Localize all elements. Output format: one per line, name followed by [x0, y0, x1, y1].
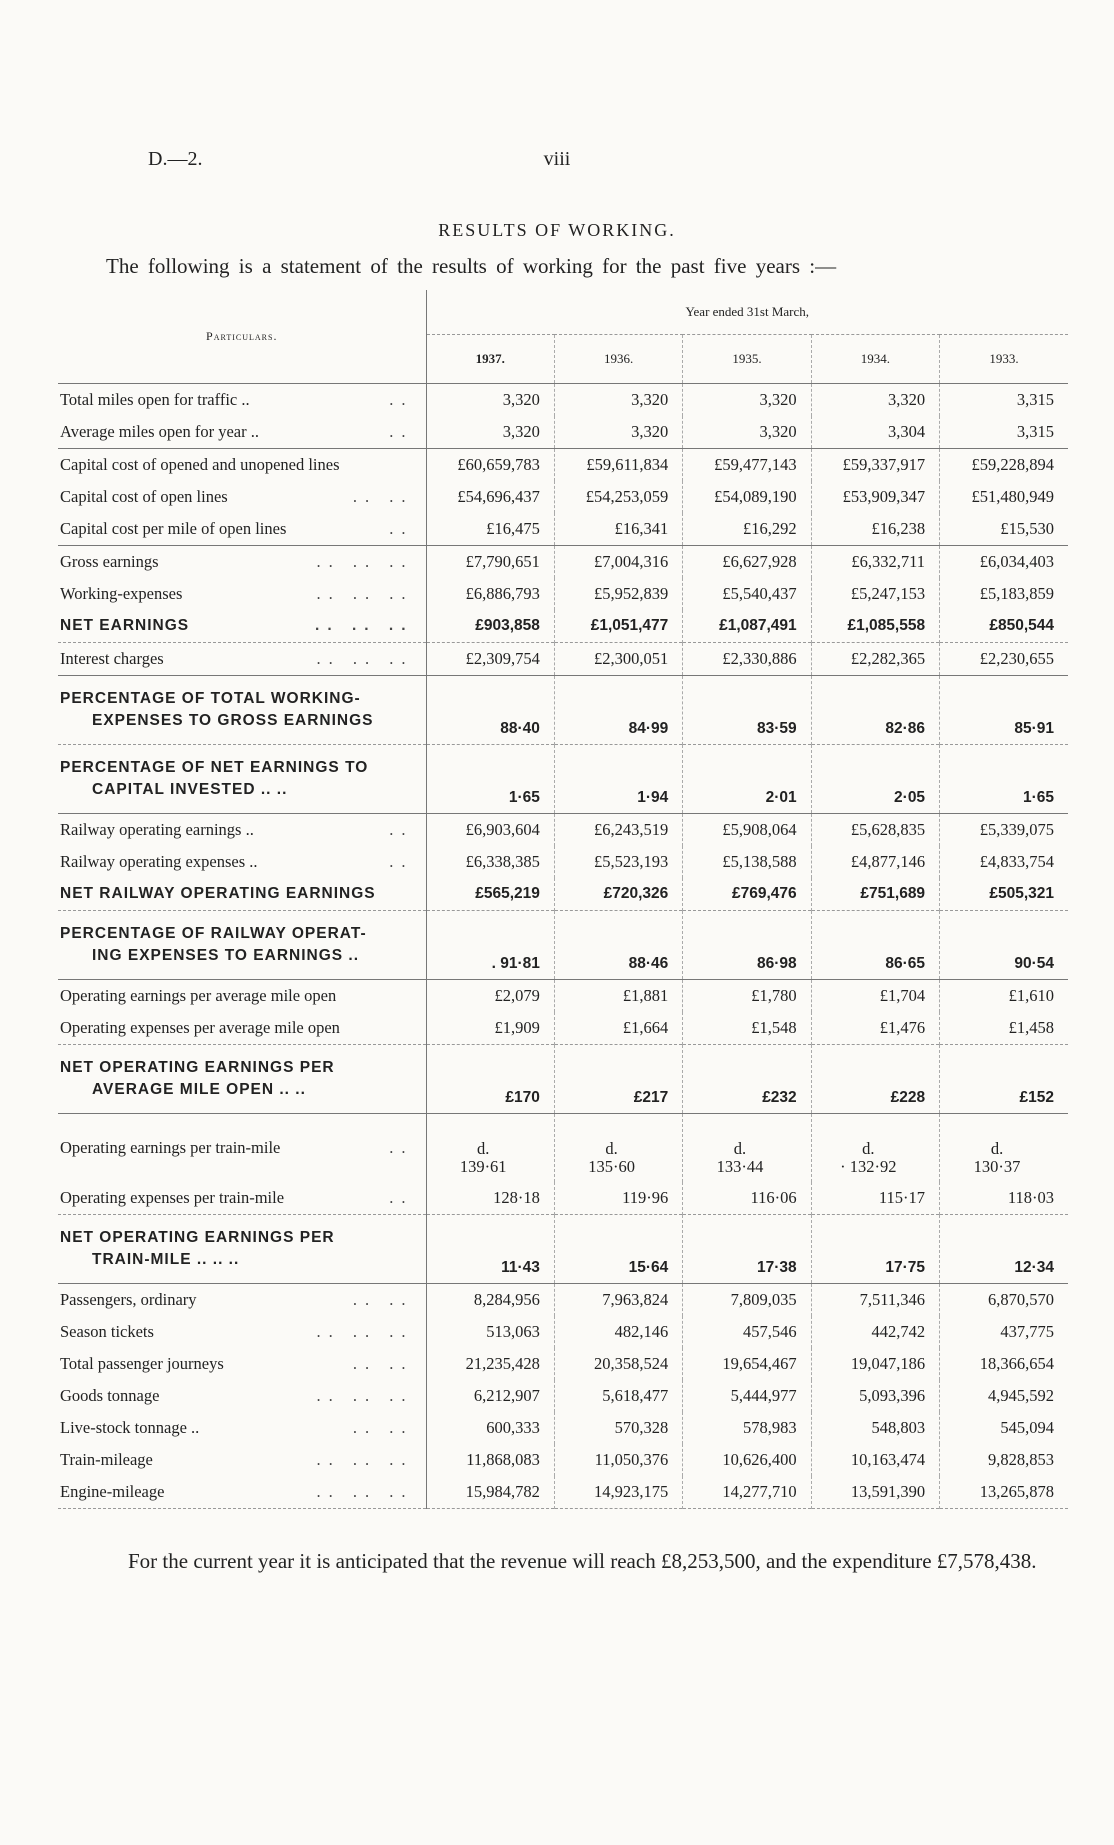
value-text: 133·44	[716, 1157, 764, 1176]
row-label	[58, 1348, 426, 1380]
cell-value: £5,628,835	[811, 814, 939, 847]
cell-value: 4,945,592	[988, 1386, 1054, 1405]
row-label-text: NET OPERATING EARNINGS PER	[60, 1229, 335, 1246]
year-header: 1936.	[554, 335, 682, 384]
table-row	[58, 1215, 1068, 1284]
cell-value: 442,742	[811, 1316, 939, 1348]
row-label-text: Operating earnings per average mile open	[60, 986, 337, 1005]
row-label-text: PERCENTAGE OF RAILWAY OPERAT-	[60, 925, 367, 942]
table-row	[58, 546, 1068, 579]
cell-value: £6,243,519	[554, 814, 682, 847]
cell-value: 578,983	[683, 1412, 811, 1444]
value-text: 135·60	[588, 1157, 635, 1176]
row-label	[58, 1412, 426, 1444]
cell-value	[940, 1114, 1068, 1183]
row-label	[58, 384, 426, 417]
row-label	[58, 416, 426, 449]
row-label-text: Live-stock tonnage ..	[60, 1418, 200, 1437]
cell-value: £16,475	[426, 513, 554, 546]
cell-value: 82·86	[811, 676, 939, 745]
cell-value: £720,326	[554, 878, 682, 911]
cell-value: 3,315	[1016, 422, 1054, 441]
cell-value: 90·54	[940, 911, 1068, 980]
cell-value: £217	[554, 1045, 682, 1114]
cell-value: £5,908,064	[683, 814, 811, 847]
row-label-text: PERCENTAGE OF NET EARNINGS TO	[60, 759, 369, 776]
cell-value: 13,591,390	[811, 1476, 939, 1509]
leader-dots: .. .. ..	[316, 1386, 414, 1405]
cell-value: £505,321	[989, 885, 1054, 902]
row-label-text: Engine-mileage	[60, 1482, 165, 1501]
document-reference: D.—2.	[148, 148, 203, 170]
cell-value: 3,320	[683, 384, 811, 417]
cell-value: £5,138,588	[683, 846, 811, 878]
row-label-text: PERCENTAGE OF TOTAL WORKING-	[60, 690, 361, 707]
cell-value: 3,320	[683, 416, 811, 449]
row-label-text: Capital cost per mile of open lines	[60, 519, 287, 538]
year-header: 1935.	[683, 335, 811, 384]
row-label	[58, 814, 426, 847]
cell-value: 12·34	[940, 1215, 1068, 1284]
intro-text: The following is a statement of the results of working for the past five years :—	[106, 254, 837, 278]
leader-dots: ..	[389, 390, 414, 409]
cell-value: 128·18	[426, 1182, 554, 1215]
cell-value: 1·65	[940, 745, 1068, 814]
cell-value: 88·40	[426, 676, 554, 745]
footer-text: For the current year it is anticipated that the revenue will reach £8,253,500, and the expenditure £7,578,438.	[128, 1549, 1037, 1573]
table-row	[58, 1284, 1068, 1317]
row-label	[58, 676, 426, 745]
cell-value: £903,858	[426, 610, 554, 643]
cell-value: 513,063	[426, 1316, 554, 1348]
cell-value: 10,163,474	[811, 1444, 939, 1476]
cell-value: £6,034,403	[940, 546, 1068, 579]
row-label-text: Operating expenses per average mile open	[60, 1018, 340, 1037]
table-row	[58, 1045, 1068, 1114]
cell-value: £2,282,365	[811, 643, 939, 676]
cell-value: £16,238	[811, 513, 939, 546]
cell-value: £232	[683, 1045, 811, 1114]
cell-value: 1·94	[554, 745, 682, 814]
row-label-continuation: ING EXPENSES TO EARNINGS ..	[92, 947, 360, 964]
table-row	[58, 481, 1068, 513]
leader-dots: .. .. ..	[316, 552, 414, 571]
row-label-text: Interest charges	[60, 649, 164, 668]
cell-value: 545,094	[1000, 1418, 1054, 1437]
table-row	[58, 980, 1068, 1013]
table-row	[58, 846, 1068, 878]
cell-value: £1,780	[683, 980, 811, 1013]
leader-dots: .. ..	[352, 1354, 414, 1373]
cell-value: 5,093,396	[811, 1380, 939, 1412]
cell-value: £152	[940, 1045, 1068, 1114]
cell-value: 19,654,467	[683, 1348, 811, 1380]
row-label	[58, 610, 426, 643]
year-header: 1937.	[426, 335, 554, 384]
cell-value: 119·96	[554, 1182, 682, 1215]
cell-value: £1,704	[811, 980, 939, 1013]
table-row	[58, 911, 1068, 980]
cell-value: 437,775	[1000, 1322, 1054, 1341]
row-label-text: Total miles open for traffic ..	[60, 390, 250, 409]
table-row	[58, 610, 1068, 643]
table-row	[58, 1380, 1068, 1412]
leader-dots: .. .. ..	[316, 1450, 414, 1469]
cell-value: £170	[426, 1045, 554, 1114]
leader-dots: .. .. ..	[316, 584, 414, 603]
table-row	[58, 1444, 1068, 1476]
row-label	[58, 878, 426, 911]
cell-value: £6,627,928	[683, 546, 811, 579]
cell-value: . 91·81	[426, 911, 554, 980]
cell-value: 84·99	[554, 676, 682, 745]
row-label	[58, 481, 426, 513]
row-label-text: Passengers, ordinary	[60, 1290, 197, 1309]
table-row	[58, 578, 1068, 610]
cell-value: 17·75	[811, 1215, 939, 1284]
cell-value: £850,544	[989, 617, 1054, 634]
cell-value: £1,085,558	[811, 610, 939, 643]
cell-value: 10,626,400	[683, 1444, 811, 1476]
row-label-text: Gross earnings	[60, 552, 159, 571]
row-label	[58, 578, 426, 610]
cell-value: £59,228,894	[940, 449, 1068, 482]
cell-value: 3,315	[1016, 390, 1054, 409]
year-header: 1934.	[811, 335, 939, 384]
cell-value: 1·65	[426, 745, 554, 814]
row-label	[58, 1012, 426, 1045]
row-label-text: Operating expenses per train-mile	[60, 1188, 285, 1207]
page-number: viii	[543, 148, 571, 170]
cell-value: £53,909,347	[811, 481, 939, 513]
cell-value	[683, 1114, 811, 1183]
cell-value: £5,523,193	[554, 846, 682, 878]
cell-value: £2,300,051	[554, 643, 682, 676]
row-label	[58, 1114, 426, 1183]
cell-value: 3,320	[554, 384, 682, 417]
cell-value: £1,909	[426, 1012, 554, 1045]
unit-label: d.	[733, 1139, 747, 1158]
table-row	[58, 1316, 1068, 1348]
cell-value: £5,183,859	[979, 584, 1054, 603]
cell-value: 3,320	[426, 384, 554, 417]
value-text: 139·61	[459, 1157, 507, 1176]
leader-dots: .. .. ..	[315, 617, 414, 634]
leader-dots: ..	[389, 1138, 414, 1157]
leader-dots: .. ..	[352, 487, 414, 506]
leader-dots: ..	[389, 422, 414, 441]
cell-value: £565,219	[426, 878, 554, 911]
cell-value: £16,292	[683, 513, 811, 546]
cell-value: 2·01	[683, 745, 811, 814]
section-title: RESULTS OF WORKING.	[438, 220, 676, 240]
value-text: · 132·92	[840, 1157, 897, 1176]
row-label-text: Train-mileage	[60, 1450, 153, 1469]
table-row	[58, 745, 1068, 814]
cell-value: £4,833,754	[979, 852, 1054, 871]
row-label-text: Railway operating earnings ..	[60, 820, 254, 839]
cell-value: 6,870,570	[940, 1284, 1068, 1317]
row-label-text: NET EARNINGS	[60, 617, 190, 634]
cell-value: 482,146	[554, 1316, 682, 1348]
row-label	[58, 1284, 426, 1317]
leader-dots: .. .. ..	[316, 649, 414, 668]
row-label-text: Operating earnings per train-mile	[60, 1138, 281, 1157]
leader-dots: .. ..	[352, 1290, 414, 1309]
cell-value: £59,611,834	[554, 449, 682, 482]
row-label	[58, 546, 426, 579]
cell-value: £54,696,437	[426, 481, 554, 513]
year-header: 1933.	[940, 335, 1068, 384]
table-row	[58, 643, 1068, 676]
row-label-continuation: TRAIN-MILE .. .. ..	[92, 1251, 240, 1268]
cell-value: £2,330,886	[683, 643, 811, 676]
row-label	[58, 846, 426, 878]
unit-label: d.	[477, 1139, 490, 1158]
table-body	[58, 384, 1068, 1510]
cell-value: £6,903,604	[426, 814, 554, 847]
results-table-container	[58, 290, 1068, 1509]
cell-value	[554, 1114, 682, 1183]
cell-value: 9,828,853	[988, 1450, 1054, 1469]
cell-value: 21,235,428	[426, 1348, 554, 1380]
cell-value: £5,540,437	[683, 578, 811, 610]
cell-value: 3,320	[811, 384, 939, 417]
cell-value: 13,265,878	[979, 1482, 1054, 1501]
cell-value: 457,546	[683, 1316, 811, 1348]
cell-value: £6,338,385	[426, 846, 554, 878]
cell-value: 11·43	[426, 1215, 554, 1284]
table-row	[58, 676, 1068, 745]
table-row	[58, 384, 1068, 417]
row-label-continuation: EXPENSES TO GROSS EARNINGS	[92, 712, 374, 729]
cell-value: £6,886,793	[426, 578, 554, 610]
cell-value: £5,952,839	[554, 578, 682, 610]
cell-value: 5,618,477	[554, 1380, 682, 1412]
cell-value: 8,284,956	[426, 1284, 554, 1317]
row-label	[58, 1380, 426, 1412]
cell-value: £54,089,190	[683, 481, 811, 513]
leader-dots: ..	[389, 519, 414, 538]
cell-value: £2,230,655	[940, 643, 1068, 676]
row-label	[58, 1316, 426, 1348]
cell-value: 85·91	[940, 676, 1068, 745]
row-label-text: Capital cost of opened and unopened lines	[60, 455, 340, 474]
cell-value: 2·05	[811, 745, 939, 814]
cell-value: 5,444,977	[683, 1380, 811, 1412]
table-row	[58, 513, 1068, 546]
row-label	[58, 1182, 426, 1215]
leader-dots: ..	[389, 820, 414, 839]
results-table	[58, 290, 1068, 1509]
unit-label: d.	[862, 1139, 875, 1158]
unit-label: d.	[990, 1139, 1004, 1158]
cell-value: £1,051,477	[554, 610, 682, 643]
cell-value: 3,304	[811, 416, 939, 449]
cell-value: £7,790,651	[426, 546, 554, 579]
value-text: 130·37	[973, 1157, 1021, 1176]
row-label-text: Railway operating expenses ..	[60, 852, 258, 871]
unit-label: d.	[605, 1139, 618, 1158]
cell-value: 15,984,782	[426, 1476, 554, 1509]
row-label	[58, 449, 426, 482]
row-label	[58, 1476, 426, 1509]
cell-value: 83·59	[683, 676, 811, 745]
row-label-text: NET RAILWAY OPERATING EARNINGS	[60, 885, 376, 902]
table-row	[58, 1182, 1068, 1215]
cell-value: 19,047,186	[811, 1348, 939, 1380]
table-row	[58, 1012, 1068, 1045]
cell-value: 11,868,083	[426, 1444, 554, 1476]
cell-value	[426, 1114, 554, 1183]
cell-value: 115·17	[811, 1182, 939, 1215]
cell-value: £60,659,783	[426, 449, 554, 482]
cell-value: 7,511,346	[811, 1284, 939, 1317]
table-row	[58, 814, 1068, 847]
row-label	[58, 980, 426, 1013]
cell-value: 3,320	[554, 416, 682, 449]
particulars-header: Particulars.	[58, 290, 426, 384]
cell-value: £54,253,059	[554, 481, 682, 513]
row-label	[58, 643, 426, 676]
table-row	[58, 1476, 1068, 1509]
cell-value: 570,328	[554, 1412, 682, 1444]
table-row	[58, 1114, 1068, 1183]
row-label-continuation: CAPITAL INVESTED .. ..	[92, 781, 288, 798]
cell-value: 86·98	[683, 911, 811, 980]
table-row	[58, 1348, 1068, 1380]
cell-value: 15·64	[554, 1215, 682, 1284]
cell-value: £59,477,143	[683, 449, 811, 482]
cell-value: 11,050,376	[554, 1444, 682, 1476]
table-row	[58, 1412, 1068, 1444]
cell-value: 86·65	[811, 911, 939, 980]
table-bottom-rule	[58, 1509, 1068, 1510]
leader-dots: ..	[389, 852, 414, 871]
cell-value: 88·46	[554, 911, 682, 980]
cell-value: £2,309,754	[426, 643, 554, 676]
cell-value: 20,358,524	[554, 1348, 682, 1380]
leader-dots: .. ..	[352, 1418, 414, 1437]
cell-value: £1,548	[683, 1012, 811, 1045]
cell-value: 7,809,035	[683, 1284, 811, 1317]
row-label	[58, 513, 426, 546]
table-row	[58, 416, 1068, 449]
cell-value: £1,476	[811, 1012, 939, 1045]
row-label-continuation: AVERAGE MILE OPEN .. ..	[92, 1081, 306, 1098]
year-group-header: Year ended 31st March,	[426, 290, 1068, 335]
cell-value: 17·38	[683, 1215, 811, 1284]
row-label-text: Season tickets	[60, 1322, 154, 1341]
cell-value: 118·03	[1007, 1188, 1054, 1207]
row-label	[58, 1045, 426, 1114]
cell-value: £51,480,949	[971, 487, 1054, 506]
cell-value: 548,803	[811, 1412, 939, 1444]
cell-value: £59,337,917	[811, 449, 939, 482]
cell-value: 3,320	[426, 416, 554, 449]
row-label	[58, 1215, 426, 1284]
row-label-text: NET OPERATING EARNINGS PER	[60, 1059, 335, 1076]
cell-value: £751,689	[811, 878, 939, 911]
row-label-text: Working-expenses	[60, 584, 183, 603]
leader-dots: ..	[389, 1188, 414, 1207]
cell-value: £6,332,711	[811, 546, 939, 579]
cell-value: £1,610	[940, 980, 1068, 1013]
row-label-text: Capital cost of open lines	[60, 487, 228, 506]
cell-value: 116·06	[683, 1182, 811, 1215]
table-row	[58, 449, 1068, 482]
leader-dots: .. .. ..	[316, 1482, 414, 1501]
cell-value: £1,881	[554, 980, 682, 1013]
cell-value: £2,079	[426, 980, 554, 1013]
cell-value: £769,476	[683, 878, 811, 911]
row-label-text: Average miles open for year ..	[60, 422, 259, 441]
cell-value: 6,212,907	[426, 1380, 554, 1412]
footer-note	[72, 1548, 1052, 1575]
cell-value: £5,339,075	[940, 814, 1068, 847]
cell-value: 14,277,710	[683, 1476, 811, 1509]
cell-value: £5,247,153	[811, 578, 939, 610]
cell-value: £7,004,316	[554, 546, 682, 579]
cell-value: £1,087,491	[683, 610, 811, 643]
row-label	[58, 1444, 426, 1476]
cell-value: £1,458	[1008, 1018, 1054, 1037]
row-label	[58, 911, 426, 980]
cell-value	[811, 1114, 939, 1183]
cell-value: £4,877,146	[811, 846, 939, 878]
cell-value: 600,333	[426, 1412, 554, 1444]
cell-value: £15,530	[1000, 519, 1054, 538]
row-label-text: Goods tonnage	[60, 1386, 160, 1405]
table-row	[58, 878, 1068, 911]
cell-value: £228	[811, 1045, 939, 1114]
row-label	[58, 745, 426, 814]
cell-value: 7,963,824	[554, 1284, 682, 1317]
row-label-text: Total passenger journeys	[60, 1354, 224, 1373]
cell-value: 18,366,654	[979, 1354, 1054, 1373]
cell-value: £1,664	[554, 1012, 682, 1045]
cell-value: 14,923,175	[554, 1476, 682, 1509]
leader-dots: .. .. ..	[316, 1322, 414, 1341]
cell-value: £16,341	[554, 513, 682, 546]
